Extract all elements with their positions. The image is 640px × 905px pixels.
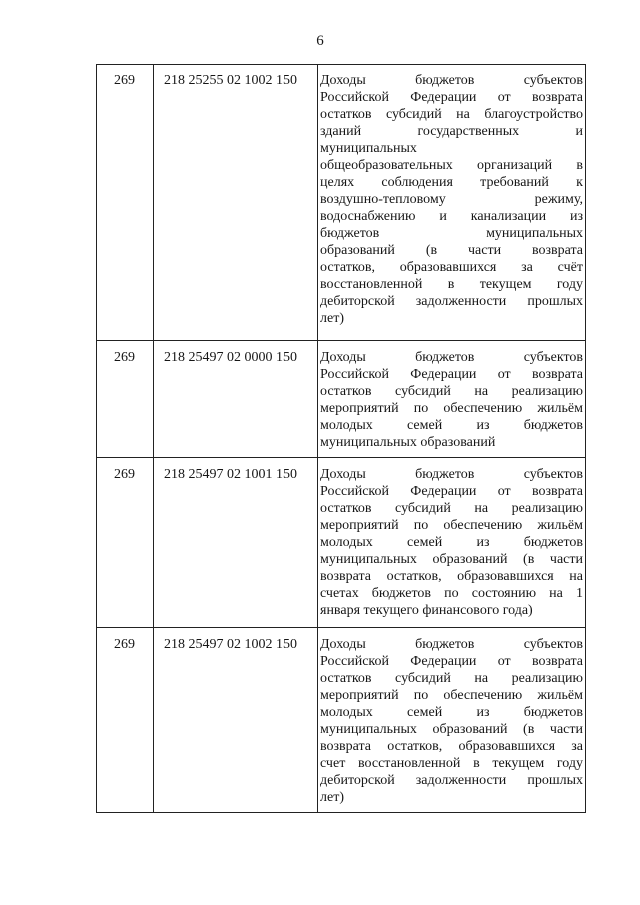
- description-line: муниципальных: [320, 141, 417, 156]
- description-line: восстановленной в текущем году: [320, 277, 583, 292]
- table-rule: [153, 64, 154, 813]
- table-rule: [96, 812, 586, 813]
- description-line: дебиторской задолженности прошлых: [320, 294, 583, 309]
- description-line: возврата остатков, образовавшихся за: [320, 739, 583, 754]
- description-line: бюджетов муниципальных: [320, 226, 583, 241]
- income-description: [320, 466, 583, 619]
- description-line: мероприятий по обеспечению жильём: [320, 518, 583, 533]
- description-line: лет): [320, 790, 344, 805]
- description-line: общеобразовательных организаций в: [320, 158, 583, 173]
- description-line: муниципальных образований (в части: [320, 722, 583, 737]
- description-line: лет): [320, 311, 344, 326]
- description-line: мероприятий по обеспечению жильём: [320, 688, 583, 703]
- description-line: возврата остатков, образовавшихся на: [320, 569, 583, 584]
- description-line: молодых семей из бюджетов: [320, 418, 583, 433]
- description-line: образований (в части возврата: [320, 243, 583, 258]
- description-line: молодых семей из бюджетов: [320, 705, 583, 720]
- budget-classification-code: 218 25497 02 0000 150: [164, 350, 297, 365]
- description-line: Российской Федерации от возврата: [320, 654, 583, 669]
- description-line: водоснабжению и канализации из: [320, 209, 583, 224]
- description-line: января текущего финансового года): [320, 603, 533, 618]
- description-line: Доходы бюджетов субъектов: [320, 350, 583, 365]
- description-line: остатков субсидий на реализацию: [320, 671, 583, 686]
- admin-code: 269: [114, 350, 135, 365]
- description-line: Российской Федерации от возврата: [320, 484, 583, 499]
- income-description: [320, 349, 583, 451]
- description-line: остатков субсидий на реализацию: [320, 501, 583, 516]
- table-rule: [96, 457, 586, 458]
- budget-classification-code: 218 25497 02 1002 150: [164, 637, 297, 652]
- description-line: дебиторской задолженности прошлых: [320, 773, 583, 788]
- description-line: муниципальных образований: [320, 435, 496, 450]
- description-line: мероприятий по обеспечению жильём: [320, 401, 583, 416]
- description-line: Доходы бюджетов субъектов: [320, 467, 583, 482]
- page-number: 6: [316, 33, 324, 49]
- table-rule: [96, 64, 586, 65]
- description-line: целях соблюдения требований к: [320, 175, 583, 190]
- description-line: молодых семей из бюджетов: [320, 535, 583, 550]
- admin-code: 269: [114, 467, 135, 482]
- revenue-codes-table: [96, 64, 586, 813]
- description-line: Доходы бюджетов субъектов: [320, 73, 583, 88]
- description-line: остатков субсидий на благоустройство: [320, 107, 583, 122]
- table-rule: [96, 340, 586, 341]
- income-description: [320, 636, 583, 806]
- table-rule: [585, 64, 586, 813]
- description-line: Российской Федерации от возврата: [320, 367, 583, 382]
- description-line: Российской Федерации от возврата: [320, 90, 583, 105]
- admin-code: 269: [114, 637, 135, 652]
- income-description: [320, 72, 583, 327]
- description-line: воздушно-тепловому режиму,: [320, 192, 583, 207]
- table-rule: [96, 627, 586, 628]
- description-line: муниципальных образований (в части: [320, 552, 583, 567]
- description-line: Доходы бюджетов субъектов: [320, 637, 583, 652]
- description-line: счет восстановленной в текущем году: [320, 756, 583, 771]
- description-line: счетах бюджетов по состоянию на 1: [320, 586, 583, 601]
- table-rule: [96, 64, 97, 813]
- description-line: остатков субсидий на реализацию: [320, 384, 583, 399]
- description-line: зданий государственных и: [320, 124, 583, 139]
- description-line: остатков, образовавшихся за счёт: [320, 260, 583, 275]
- table-rule: [317, 64, 318, 813]
- budget-classification-code: 218 25497 02 1001 150: [164, 467, 297, 482]
- admin-code: 269: [114, 73, 135, 88]
- budget-classification-code: 218 25255 02 1002 150: [164, 73, 297, 88]
